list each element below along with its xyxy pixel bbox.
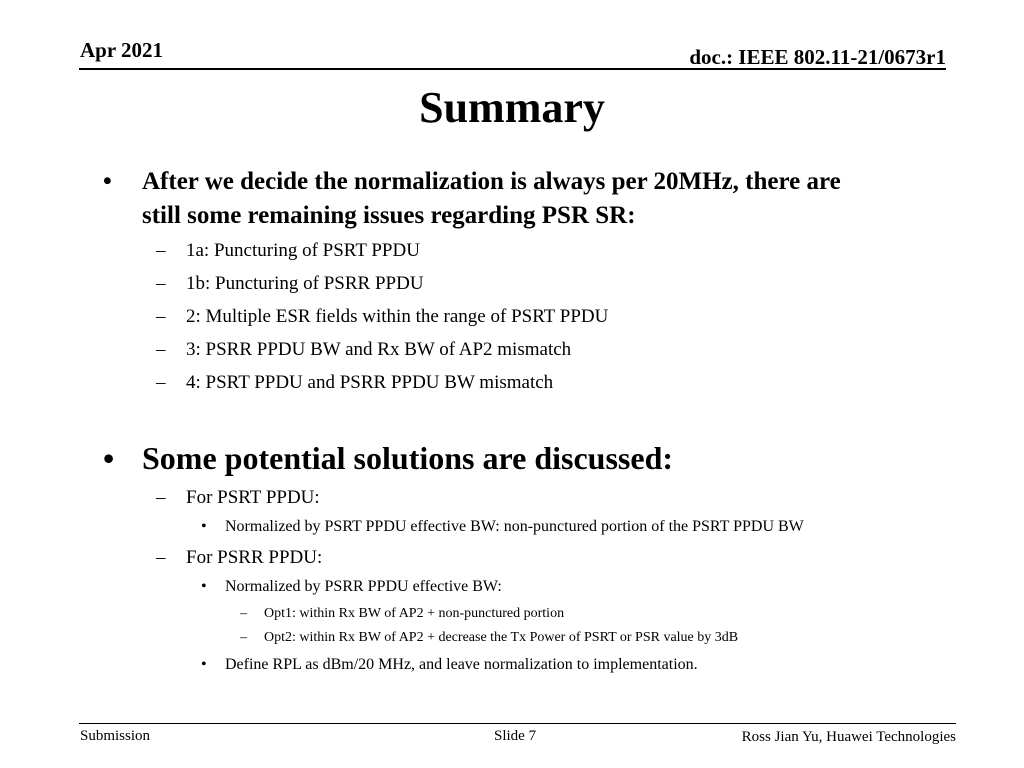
dash-icon: – — [156, 240, 166, 261]
dash-icon: – — [156, 547, 166, 568]
psrr-label: For PSRR PPDU: — [186, 547, 323, 568]
psrr-option: Opt2: within Rx BW of AP2 + decrease the Tx Power of PSRT or PSR value by 3dB — [264, 630, 739, 645]
issue-item: 1b: Puncturing of PSRR PPDU — [186, 273, 424, 294]
dash-icon: – — [156, 306, 166, 327]
dash-icon: – — [240, 606, 247, 621]
psrr-sub2: Define RPL as dBm/20 MHz, and leave normalization to implementation. — [225, 656, 698, 673]
header-doc-id: doc.: IEEE 802.11-21/0673r1 — [689, 45, 946, 69]
header-rule — [79, 68, 946, 70]
section2-text: Some potential solutions are discussed: — [142, 440, 674, 476]
issue-item: 4: PSRT PPDU and PSRR PPDU BW mismatch — [186, 372, 554, 393]
issue-item: 3: PSRR PPDU BW and Rx BW of AP2 mismatch — [186, 339, 572, 360]
issue-item: 1a: Puncturing of PSRT PPDU — [186, 240, 420, 261]
footer-author: Ross Jian Yu, Huawei Technologies — [741, 729, 956, 745]
psrt-sub: Normalized by PSRT PPDU effective BW: non-punctured portion of the PSRT PPDU BW — [225, 518, 804, 535]
dash-icon: – — [156, 372, 166, 393]
bullet-icon: • — [201, 518, 207, 535]
dash-icon: – — [156, 273, 166, 294]
footer-submission: Submission — [80, 728, 151, 744]
psrt-label: For PSRT PPDU: — [186, 487, 320, 508]
issue-item: 2: Multiple ESR fields within the range of PSRT PPDU — [186, 306, 609, 327]
slide-title: Summary — [419, 83, 605, 132]
section1-text-line1: After we decide the normalization is always per 20MHz, there are — [142, 168, 841, 195]
psrr-option: Opt1: within Rx BW of AP2 + non-punctured portion — [264, 606, 565, 621]
psrr-sub: Normalized by PSRR PPDU effective BW: — [225, 578, 502, 595]
footer-slide-number: Slide 7 — [494, 728, 537, 744]
dash-icon: – — [156, 487, 166, 508]
bullet-icon: • — [201, 578, 207, 595]
footer-rule — [79, 723, 956, 724]
bullet-icon: • — [103, 168, 112, 195]
dash-icon: – — [240, 630, 247, 645]
section1-text-line2: still some remaining issues regarding PSR SR: — [142, 202, 636, 229]
dash-icon: – — [156, 339, 166, 360]
bullet-icon: • — [201, 656, 207, 673]
bullet-icon: • — [103, 440, 115, 476]
header-date: Apr 2021 — [80, 38, 164, 62]
